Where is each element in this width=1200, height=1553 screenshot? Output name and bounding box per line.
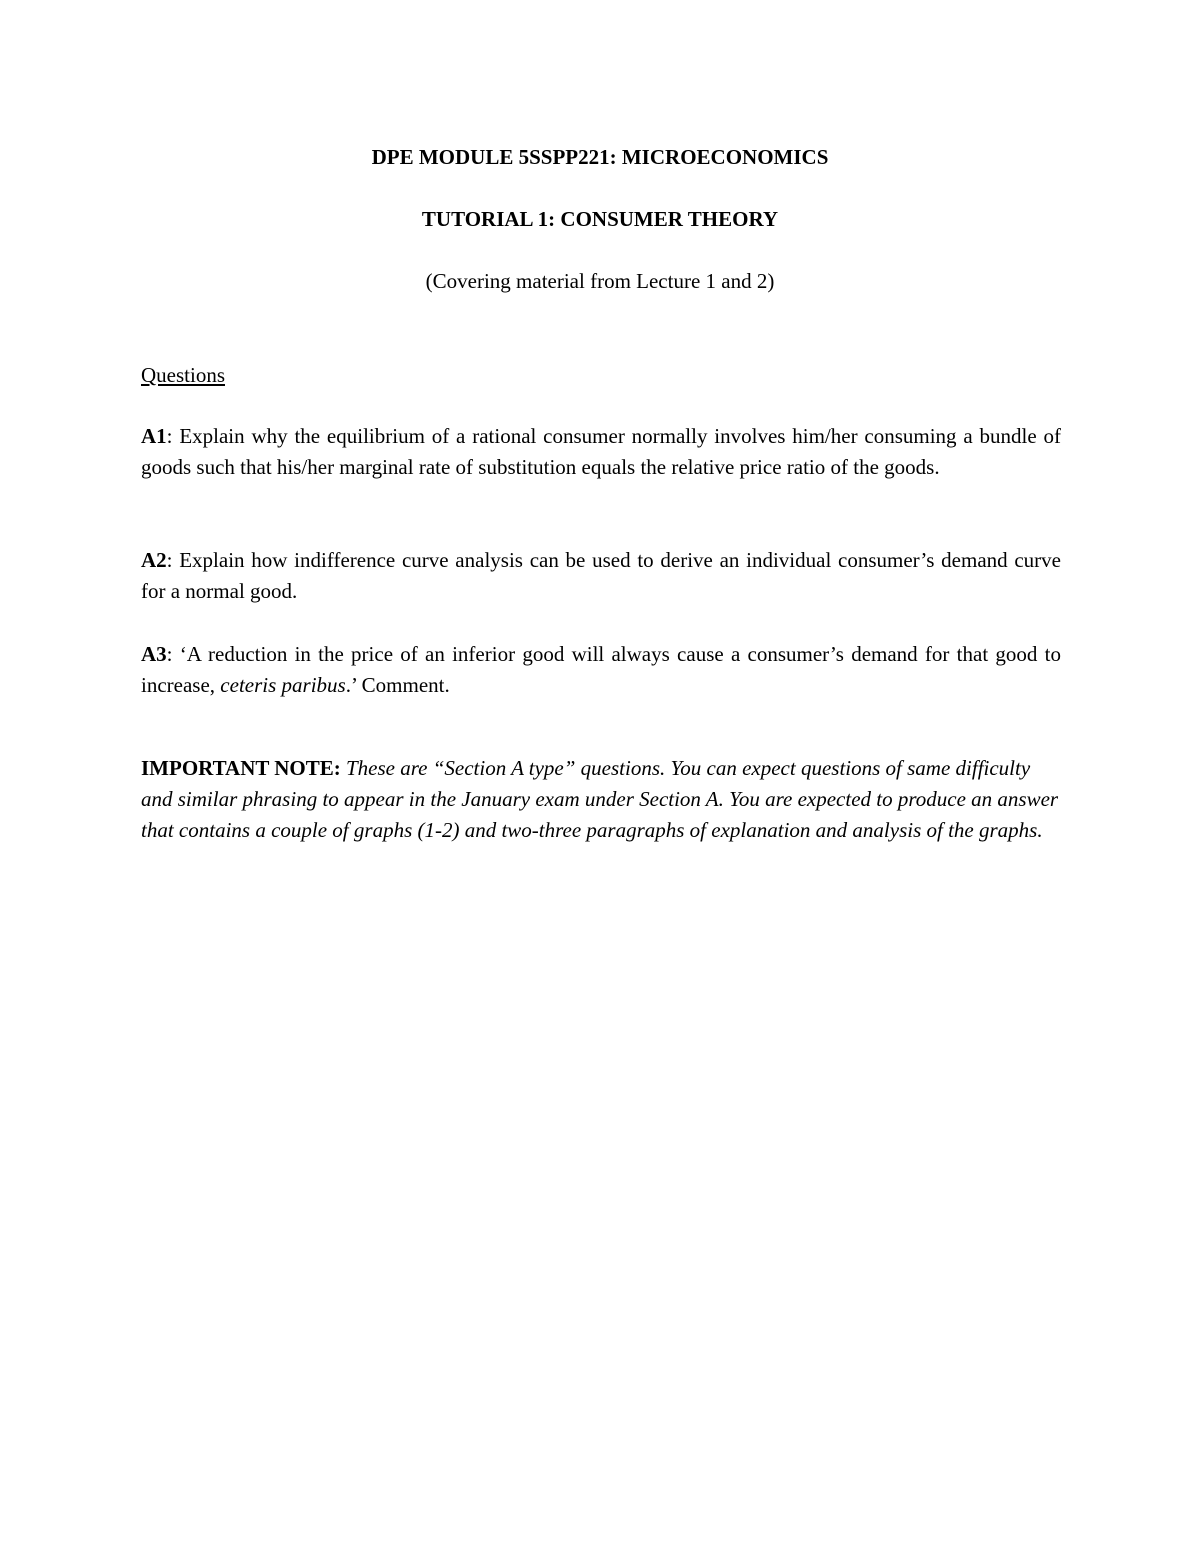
question-a2-text: : Explain how indifference curve analysis can be used to derive an individual consumer’s demand curve for a normal good. [141,548,1061,603]
covering-note: (Covering material from Lecture 1 and 2) [425,269,775,293]
document-subtitle: TUTORIAL 1: CONSUMER THEORY [421,207,779,231]
question-a3-text-italic: ceteris paribus [220,673,346,697]
question-a3 [141,639,1061,701]
important-note-text: These are “Section A type” questions. You can expect questions of same difficulty and similar phrasing to appear in the January exam under Section A. You are expected to produce an answer that contains a couple of graphs (1-2) and two-three paragraphs of explanation and analysis of the graphs. [141,756,1059,842]
question-a2 [141,545,1061,607]
important-note-label: IMPORTANT NOTE: [141,756,341,780]
question-a1 [141,421,1061,483]
important-note [141,753,1061,846]
question-a1-label: A1 [141,424,167,448]
question-a3-text-after: .’ Comment. [345,673,450,697]
document-title: DPE MODULE 5SSPP221: MICROECONOMICS [371,145,829,169]
question-a3-label: A3 [141,642,167,666]
questions-heading: Questions [141,363,225,387]
question-a3-text-before: : ‘A reduction in the price of an inferior good will always cause a consumer’s demand for that good to increase, [141,642,1061,697]
question-a2-label: A2 [141,548,167,572]
question-a1-text: : Explain why the equilibrium of a rational consumer normally involves him/her consuming a bundle of goods such that his/her marginal rate of substitution equals the relative price ratio of the goods. [141,424,1061,479]
